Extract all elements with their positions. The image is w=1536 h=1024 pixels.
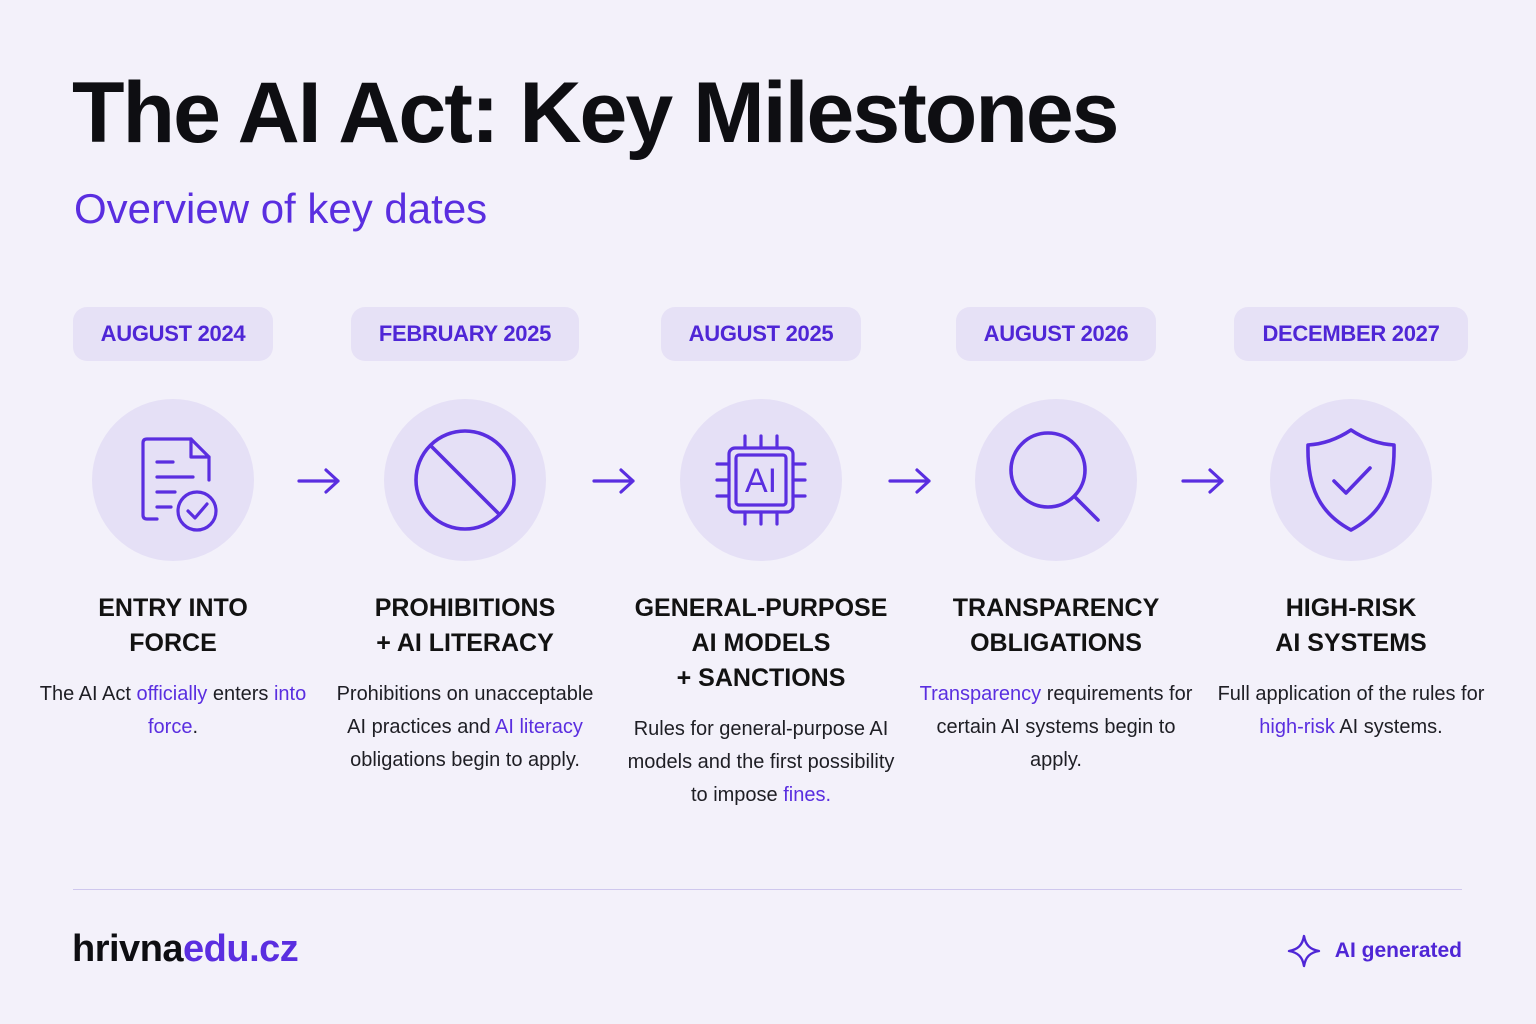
arrow-right-icon: [887, 466, 935, 496]
description-text: The AI Act: [39, 683, 137, 705]
ai-chip-icon: [680, 399, 842, 561]
milestone-description: [621, 713, 901, 812]
description-text: obligations begin to apply.: [350, 749, 580, 771]
description-text: AI systems.: [1334, 716, 1443, 738]
milestone-heading: GENERAL-PURPOSE AI MODELS + SANCTIONS: [634, 594, 888, 692]
magnifier-icon: [975, 399, 1137, 561]
description-text: .: [192, 716, 199, 738]
highlighted-text: fines.: [783, 784, 832, 806]
ai-generated-label: AI generated: [1334, 939, 1462, 962]
milestone-date-pill: AUGUST 2024: [73, 307, 274, 361]
description-text: Prohibitions on unacceptable AI practices and: [336, 683, 594, 738]
ai-generated-badge: [1287, 934, 1462, 968]
highlighted-text: officially: [136, 683, 208, 705]
highlighted-text: Transparency: [919, 683, 1042, 705]
highlighted-text: high-risk: [1259, 716, 1335, 738]
highlighted-text: AI literacy: [495, 716, 583, 738]
milestone-card: [611, 307, 911, 812]
arrow-right-icon: [591, 466, 639, 496]
description-text: enters: [207, 683, 274, 705]
description-text: Rules for general-purpose AI models and the first possibility to impose: [627, 718, 895, 806]
arrow-right-icon: [1180, 466, 1228, 496]
milestone-heading: HIGH-RISK AI SYSTEMS: [1275, 594, 1427, 657]
milestone-heading: PROHIBITIONS + AI LITERACY: [374, 594, 556, 657]
brand-logo: [72, 928, 298, 971]
milestone-card: [906, 307, 1206, 777]
shield-check-icon: [1270, 399, 1432, 561]
milestone-heading: TRANSPARENCY OBLIGATIONS: [952, 594, 1160, 657]
page-title: The AI Act: Key Milestones: [72, 65, 1118, 161]
brand-name-dark: hrivna: [72, 928, 184, 970]
footer-divider: [73, 889, 1462, 890]
milestone-heading: ENTRY INTO FORCE: [98, 594, 248, 657]
arrow-right-icon: [296, 466, 344, 496]
prohibited-icon: [384, 399, 546, 561]
milestone-date-pill: AUGUST 2026: [956, 307, 1157, 361]
svg-text:AI: AI: [744, 462, 778, 500]
milestone-date-pill: AUGUST 2025: [661, 307, 862, 361]
document-check-icon: [92, 399, 254, 561]
sparkle-icon: [1287, 934, 1321, 968]
milestone-card: [1201, 307, 1501, 744]
milestone-date-pill: FEBRUARY 2025: [351, 307, 579, 361]
milestone-description: [1211, 678, 1491, 744]
highlighted-text: into force: [147, 683, 307, 738]
page-subtitle: Overview of key dates: [74, 185, 488, 232]
milestone-date-pill: DECEMBER 2027: [1234, 307, 1467, 361]
description-text: requirements for certain AI systems begin to apply.: [936, 683, 1193, 771]
description-text: Full application of the rules for: [1217, 683, 1485, 705]
milestone-description: [916, 678, 1196, 777]
milestone-description: [325, 678, 605, 777]
milestone-card: [315, 307, 615, 777]
milestone-description: [33, 678, 313, 744]
milestone-card: [23, 307, 323, 744]
brand-name-accent: edu.cz: [183, 928, 299, 970]
